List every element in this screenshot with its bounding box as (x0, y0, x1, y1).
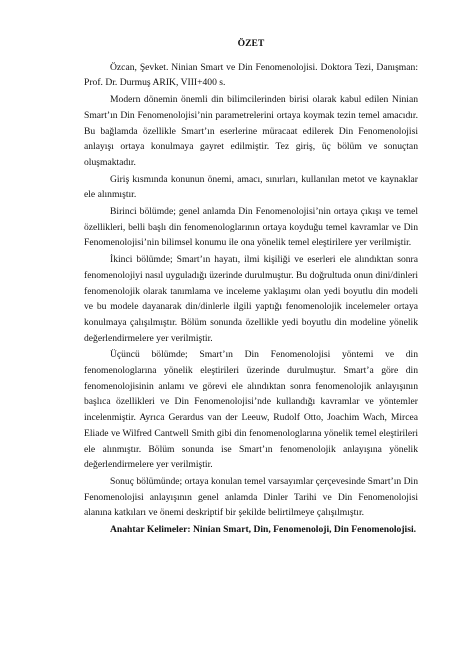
paragraph-conclusion: Sonuç bölümünde; ortaya konulan temel varsayımlar çerçevesinde Smart’ın Din Fenomenolojisi anlayışının genel anlamda Dinler Tarihi ve Din Fenomenolojisi alanına katkıları ve önemi deskriptif bir şekilde belirtilmeye çalışılmıştır. (84, 475, 418, 519)
paragraph-chapter-three: Üçüncü bölümde; Smart’ın Din Fenomenolojisi yöntemi ve din fenomenologlarına yönelik eleştirileri üzerinde durulmuştur. Smart’a göre din fenomenolojisinin anlamı ve görevi ele alındıktan sonra fenomenolojik anlayışının başlıca özellikleri ve Din Fenomenolojisi’nde kullandığı kavramlar ve yöntemler incelenmiştir. Ayrıca Gerardus van der Leeuw, Rudolf Otto, Joachim Wach, Mircea Eliade ve Wilfred Cantwell Smith gibi din fenomenologlarına yönelik temel eleştirileri ele alınmıştır. Bölüm sonunda ise Smart’ın fenomenolojik anlayışına yönelik değerlendirmelere yer verilmiştir. (84, 349, 418, 471)
paragraph-introduction: Giriş kısmında konunun önemi, amacı, sınırları, kullanılan metot ve kaynaklar ele alınmıştır. (84, 173, 418, 201)
keywords: Anahtar Kelimeler: Ninian Smart, Din, Fenomenoloji, Din Fenomenolojisi. (110, 524, 417, 536)
abstract-body (84, 36, 418, 538)
paragraph-purpose: Modern dönemin önemli din bilimcilerinden birisi olarak kabul edilen Ninian Smart’ın Din Fenomenolojisi’nin parametrelerini ortaya koymak tezin temel amacıdır. Bu bağlamda özellikle Smart’ın eserlerine müracaat edilerek Din Fenomenolojisi anlayışı ortaya konulmaya gayret edilmiştir. Tez giriş, üç bölüm ve sonuçtan oluşmaktadır. (84, 94, 418, 168)
abstract-title: ÖZET (237, 38, 265, 49)
citation: Özcan, Şevket. Ninian Smart ve Din Fenomenolojisi. Doktora Tezi, Danışman: Prof. Dr. Durmuş ARIK, VIII+400 s. (84, 61, 418, 89)
paragraph-chapter-one: Birinci bölümde; genel anlamda Din Fenomenolojisi’nin ortaya çıkışı ve temel özellikleri, belli başlı din fenomenologlarının ortaya koyduğu temel kavramlar ve Din Fenomenolojisi’nin bilimsel konumu ile ona yönelik temel eleştirilere yer verilmiştir. (84, 206, 418, 249)
paragraph-chapter-two: İkinci bölümde; Smart’ın hayatı, ilmi kişiliği ve eserleri ele alındıktan sonra fenomenolojiyi nasıl uyguladığı üzerinde durulmuştur. Bu doğrultuda onun dini/dinleri fenomenolojik olarak tanımlama ve inceleme yaklaşımı olan yedi boyutlu din modeli ve bu modele dayanarak din/dinlerle ilgili yaptığı fenomenolojik incelemeler ortaya konulmaya çalışılmıştır. Bölüm sonunda özellikle yedi boyutlu din modeline yönelik değerlendirmelere yer verilmiştir. (84, 254, 418, 344)
